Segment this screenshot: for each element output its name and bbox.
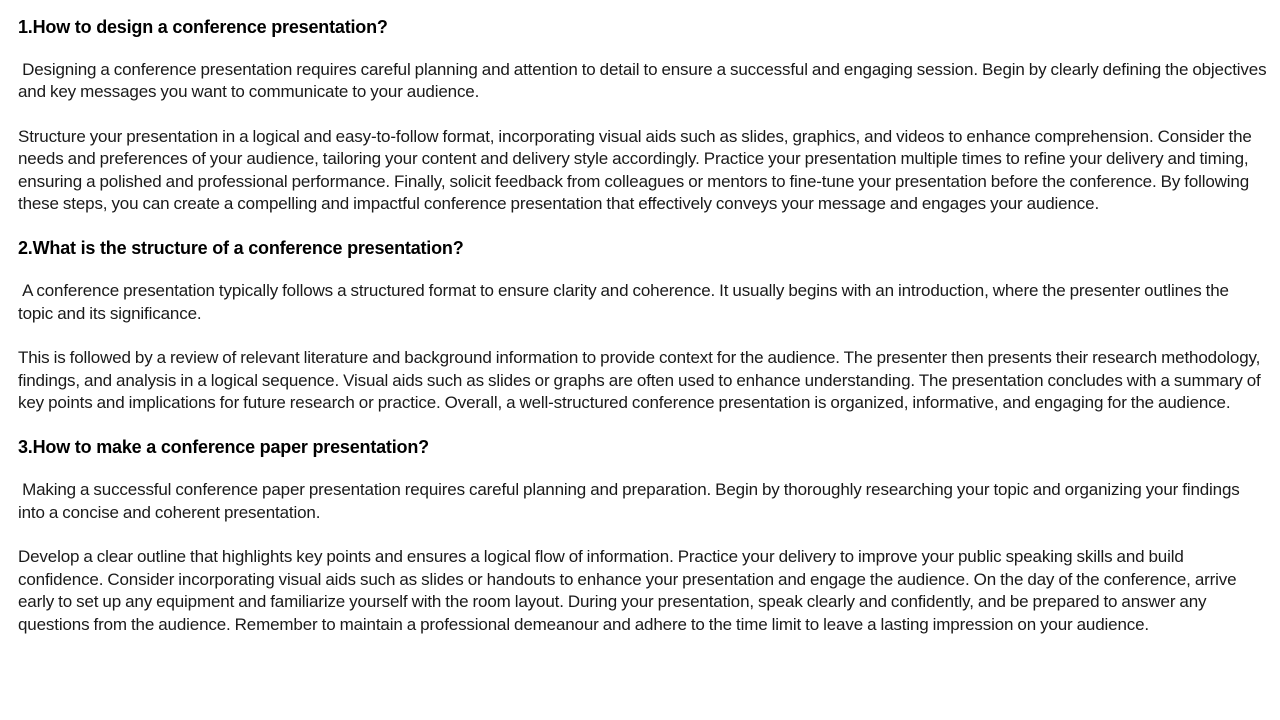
section-heading: 1.How to design a conference presentation? [18,17,388,37]
section-paragraph: Making a successful conference paper presentation requires careful planning and preparation. Begin by thoroughly researching your topic and organizing your findings into a concise and coherent presentation. [18,480,1244,522]
section-heading: 2.What is the structure of a conference presentation? [18,238,464,259]
faq-section-3 [18,436,1268,635]
section-paragraph: Designing a conference presentation requires careful planning and attention to detail to ensure a successful and engaging session. Begin by clearly defining the objectives and key messages you want to communicate to your audience. [18,60,1271,102]
section-paragraph: This is followed by a review of relevant literature and background information to provide context for the audience. The presenter then presents their research methodology, findings, and analysis in a logical sequence. Visual aids such as slides or graphs are often used to enhance understanding. The presentation concludes with a summary of key points and implications for future research or practice. Overall, a well-structured conference presentation is organized, informative, and engaging for the audience. [18,348,1261,413]
section-heading: 3.How to make a conference paper presentation? [18,437,429,458]
section-paragraph: Structure your presentation in a logical and easy-to-follow format, incorporating visual aids such as slides, graphics, and videos to enhance comprehension. Consider the needs and preferences of your audience, tailoring your content and delivery style accordingly. Practice your presentation multiple times to refine your delivery and timing, ensuring a polished and professional performance. Finally, solicit feedback from colleagues or mentors to fine-tune your presentation before the conference. By following these steps, you can create a compelling and impactful conference presentation that effectively conveys your message and engages your audience. [18,126,1252,214]
section-paragraph: A conference presentation typically follows a structured format to ensure clarity and coherence. It usually begins with an introduction, where the presenter outlines the topic and its significance. [18,281,1233,323]
section-paragraph: Develop a clear outline that highlights key points and ensures a logical flow of information. Practice your delivery to improve your public speaking skills and build confidence. Consider incorporating visual aids such as slides or handouts to enhance your presentation and engage the audience. On the day of the conference, arrive early to set up any equipment and familiarize yourself with the room layout. During your presentation, speak clearly and confidently, and be prepared to answer any questions from the audience. Remember to maintain a professional demeanour and adhere to the time limit to leave a lasting impression on your audience. [18,547,1237,634]
faq-section-1 [18,16,1271,215]
faq-section-2 [18,237,1268,414]
